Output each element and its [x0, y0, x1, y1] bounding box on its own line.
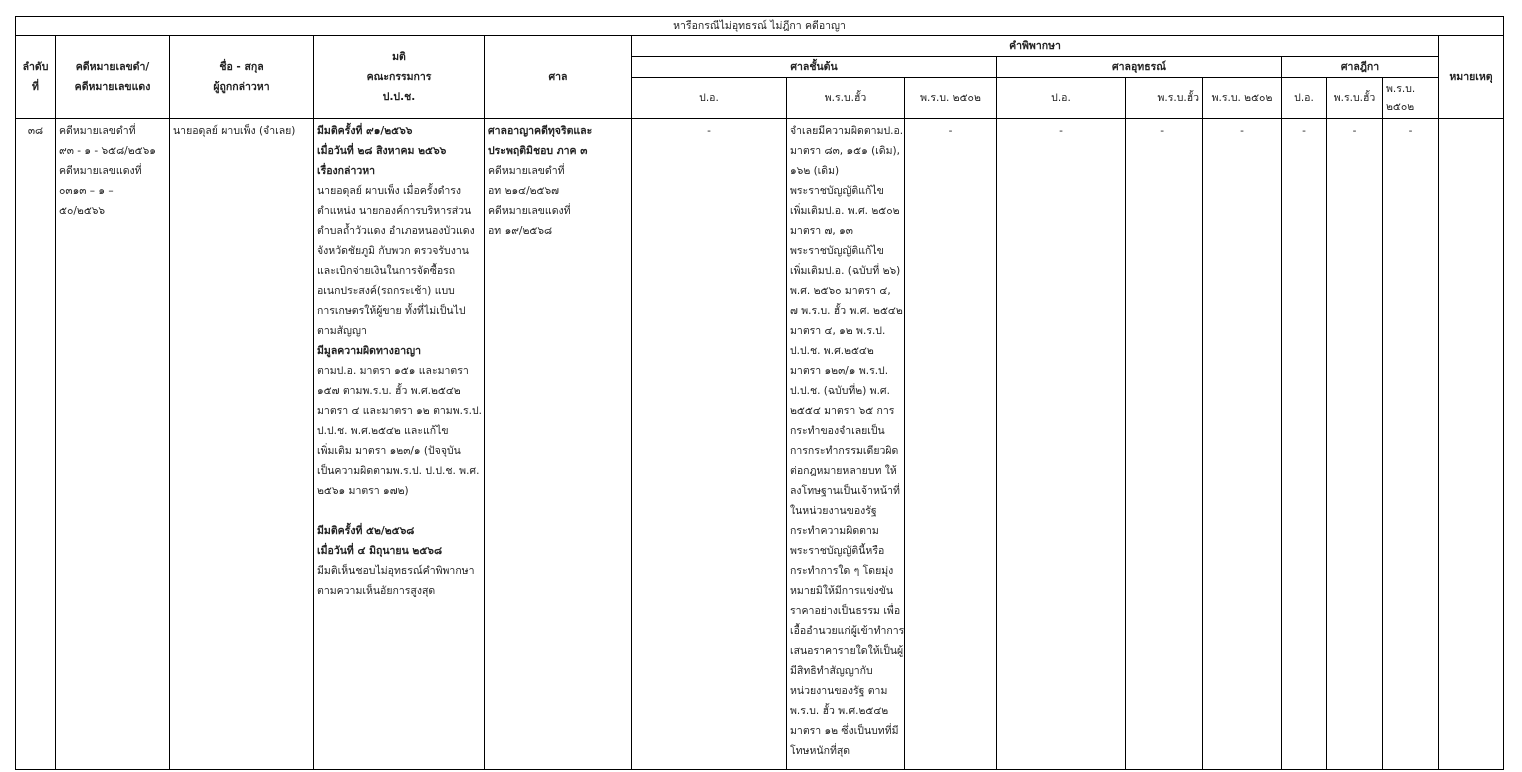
text-line: พระราชบัญญัตินี้หรือ — [790, 545, 885, 557]
text-line: เมื่อวันที่ ๔ มิถุนายน ๒๕๖๘ — [317, 545, 443, 557]
text-line: เพิ่มเติมป.อ. พ.ศ. ๒๕๐๒ — [790, 205, 900, 217]
text-line: เพิ่มเติมป.อ. (ฉบับที่ ๒๖) — [790, 265, 901, 277]
header-line: ป.ป.ช. — [382, 91, 416, 103]
text-line: คดีหมายเลขดำที่ — [59, 125, 136, 137]
text-line: มีมติครั้งที่ ๕๒/๒๕๖๘ — [317, 525, 415, 537]
header-ap-prb-2502: พ.ร.บ. ๒๕๐๒ — [1203, 78, 1282, 119]
text-line: มีมูลความผิดทางอาญา — [317, 345, 421, 357]
text-line: พระราชบัญญัติแก้ไข — [790, 245, 884, 257]
header-order — [16, 36, 56, 119]
text-line: กระทำของจำเลยเป็น — [790, 425, 885, 437]
cell-su-prb-hua: - — [1327, 119, 1383, 770]
text-line: หน่วยงานของรัฐ ตาม — [790, 685, 888, 697]
header-line: พ.ร.บ. — [1386, 83, 1416, 95]
text-line: มีมติครั้งที่ ๙๑/๒๕๖๖ — [317, 125, 413, 137]
header-line: ผู้ถูกกล่าวหา — [213, 81, 270, 93]
header-ap-prb-hua: พ.ร.บ.ฮั้ว — [1126, 78, 1203, 119]
header-judgment: คำพิพากษา — [632, 36, 1439, 57]
cell-ap-prb-hua: - — [1126, 119, 1203, 770]
text-line: อท ๑๙/๒๕๖๘ — [488, 225, 553, 237]
cell-remark — [1439, 119, 1504, 770]
text-line: เรื่องกล่าวหา — [317, 165, 376, 177]
header-line: มติ — [392, 51, 406, 63]
text-line: ๒๕๕๔ มาตรา ๖๕ การ — [790, 405, 895, 417]
text-line: ในหน่วยงานของรัฐ — [790, 505, 877, 517]
header-supreme: ศาลฎีกา — [1282, 57, 1439, 78]
text-line: พระราชบัญญัติแก้ไข — [790, 185, 884, 197]
cell-fi-prb-2502: - — [905, 119, 997, 770]
text-line: ตำแหน่ง นายกองค์การบริหารส่วน — [317, 205, 472, 217]
resolution-lines — [317, 121, 481, 601]
text-line: มีมติเห็นชอบไม่อุทธรณ์คำพิพากษา — [317, 565, 475, 577]
text-line: การเกษตรให้ผู้ขาย ทั้งที่ไม่เป็นไป — [317, 305, 466, 317]
text-line: จังหวัดชัยภูมิ กับพวก ตรวจรับงาน — [317, 245, 469, 257]
header-court: ศาล — [485, 36, 632, 119]
text-line: ตามสัญญา — [317, 325, 367, 337]
header-remark: หมายเหตุ — [1439, 36, 1504, 119]
cell-ap-prb-2502: - — [1203, 119, 1282, 770]
text-line: ๐๓๑๓ – ๑ – — [59, 185, 114, 197]
text-line: ลงโทษฐานเป็นเจ้าหน้าที่ — [790, 485, 900, 497]
text-line: ราคาอย่างเป็นธรรม เพื่อ — [790, 605, 901, 617]
header-case-no — [56, 36, 170, 119]
text-line: เมื่อวันที่ ๒๘ สิงหาคม ๒๕๖๖ — [317, 145, 447, 157]
text-line: มาตรา ๗, ๑๓ — [790, 225, 853, 237]
header-line: ๒๕๐๒ — [1386, 101, 1415, 113]
header-ap-po: ป.อ. — [997, 78, 1126, 119]
header-fi-prb-2502: พ.ร.บ. ๒๕๐๒ — [905, 78, 997, 119]
text-line: คดีหมายเลขดำที่ — [488, 165, 565, 177]
header-fi-prb-hua: พ.ร.บ.ฮั้ว — [787, 78, 905, 119]
text-line: ป.ป.ช. พ.ศ.๒๕๔๒ — [790, 345, 874, 357]
text-line: ต่อกฎหมายหลายบท ให้ — [790, 465, 897, 477]
text-line: ตามความเห็นอัยการสูงสุด — [317, 585, 436, 597]
text-line: และเบิกจ่ายเงินในการจัดซื้อรถ — [317, 265, 456, 277]
text-line: ๗ พ.ร.บ. ฮั้ว พ.ศ. ๒๕๔๒ — [790, 305, 903, 317]
text-line: ป.ป.ช. (ฉบับที่๒) พ.ศ. — [790, 385, 890, 397]
text-line: ประพฤติมิชอบ ภาค ๓ — [488, 145, 588, 157]
text-line: เพิ่มเติม มาตรา ๑๒๓/๑ (ปัจจุบัน — [317, 445, 461, 457]
text-line: พ.ศ. ๒๕๖๐ มาตรา ๔, — [790, 285, 891, 297]
first-instance-hua-lines — [790, 121, 905, 761]
text-line: ตำบลถ้ำวัวแดง อำเภอหนองบัวแดง — [317, 225, 475, 237]
header-line: ที่ — [32, 81, 39, 93]
text-line: ๒๕๖๑ มาตรา ๑๗๒) — [317, 485, 409, 497]
header-su-po: ป.อ. — [1282, 78, 1327, 119]
cell-ap-po: - — [997, 119, 1126, 770]
header-resolution — [314, 36, 485, 119]
text-line: พ.ร.บ. ฮั้ว พ.ศ.๒๕๔๒ — [790, 705, 889, 717]
text-line: เอื้ออำนวยแก่ผู้เข้าทำการ — [790, 625, 905, 637]
cell-fi-po: - — [632, 119, 787, 770]
court-lines — [488, 121, 628, 241]
header-appeal: ศาลอุทธรณ์ — [997, 57, 1282, 78]
text-line: ๑๖๒ (เดิม) — [790, 165, 840, 177]
text-line: ๙๓ - ๑ - ๖๕๘/๒๕๖๑ — [59, 145, 156, 157]
text-line: กระทำการใด ๆ โดยมุ่ง — [790, 565, 894, 577]
text-line: คดีหมายเลขแดงที่ — [488, 205, 571, 217]
header-line: คณะกรรมการ — [366, 71, 432, 83]
text-line: มาตรา ๑๒๓/๑ พ.ร.ป. — [790, 365, 889, 377]
text-line: อเนกประสงค์(รถกระเช้า) แบบ — [317, 285, 455, 297]
text-line: นายอดุลย์ ผาบเพ็ง เมื่อครั้งดำรง — [317, 185, 462, 197]
text-line: มาตรา ๘๓, ๑๕๑ (เดิม), — [790, 145, 900, 157]
table-title: หารือกรณีไม่อุทธรณ์ ไม่ฎีกา คดีอาญา — [16, 17, 1504, 36]
cell-case-no — [56, 119, 170, 770]
cell-su-prb-2502: - — [1383, 119, 1439, 770]
cell-court — [485, 119, 632, 770]
case-no-lines — [59, 121, 166, 221]
text-line — [317, 501, 481, 521]
text-line: ตามป.อ. มาตรา ๑๕๑ และมาตรา — [317, 365, 469, 377]
header-line: คดีหมายเลขดำ/ — [75, 61, 150, 73]
text-line: มาตรา ๑๒ ซึ่งเป็นบทที่มี — [790, 725, 899, 737]
table-row — [16, 119, 1504, 770]
header-su-prb-2502 — [1383, 78, 1439, 119]
text-line: ศาลอาญาคดีทุจริตและ — [488, 125, 593, 137]
header-line: ชื่อ - สกุล — [219, 61, 264, 73]
header-line: ลำดับ — [22, 61, 49, 73]
text-line: กระทำความผิดตาม — [790, 525, 879, 537]
case-table — [15, 16, 1504, 770]
header-first-instance: ศาลชั้นต้น — [632, 57, 997, 78]
cell-name: นายอดุลย์ ผาบเพ็ง (จำเลย) — [170, 119, 314, 770]
text-line: จำเลยมีความผิดตามป.อ. — [790, 125, 904, 137]
cell-su-po: - — [1282, 119, 1327, 770]
header-fi-po: ป.อ. — [632, 78, 787, 119]
cell-fi-prb-hua — [787, 119, 905, 770]
text-line: หมายมิให้มีการแข่งขัน — [790, 585, 894, 597]
text-line: มีสิทธิทำสัญญากับ — [790, 665, 873, 677]
text-line: ป.ป.ช. พ.ศ.๒๕๔๒ และแก้ไข — [317, 425, 449, 437]
text-line: โทษหนักที่สุด — [790, 745, 851, 757]
text-line: การกระทำกรรมเดียวผิด — [790, 445, 899, 457]
header-su-prb-hua: พ.ร.บ.ฮั้ว — [1327, 78, 1383, 119]
text-line: ๑๕๗ ตามพ.ร.บ. ฮั้ว พ.ศ.๒๕๔๒ — [317, 385, 461, 397]
header-line: คดีหมายเลขแดง — [74, 81, 151, 93]
cell-resolution — [314, 119, 485, 770]
text-line: อท ๒๑๔/๒๕๖๗ — [488, 185, 560, 197]
header-name — [170, 36, 314, 119]
text-line: คดีหมายเลขแดงที่ — [59, 165, 142, 177]
cell-order: ๓๘ — [16, 119, 56, 770]
text-line: เสนอราคารายใดให้เป็นผู้ — [790, 645, 904, 657]
text-line: เป็นความผิดตามพ.ร.ป. ป.ป.ช. พ.ศ. — [317, 465, 480, 477]
text-line: ๕๐/๒๕๖๖ — [59, 205, 106, 217]
text-line: มาตรา ๔, ๑๒ พ.ร.ป. — [790, 325, 886, 337]
text-line: มาตรา ๔ และมาตรา ๑๒ ตามพ.ร.ป. — [317, 405, 482, 417]
